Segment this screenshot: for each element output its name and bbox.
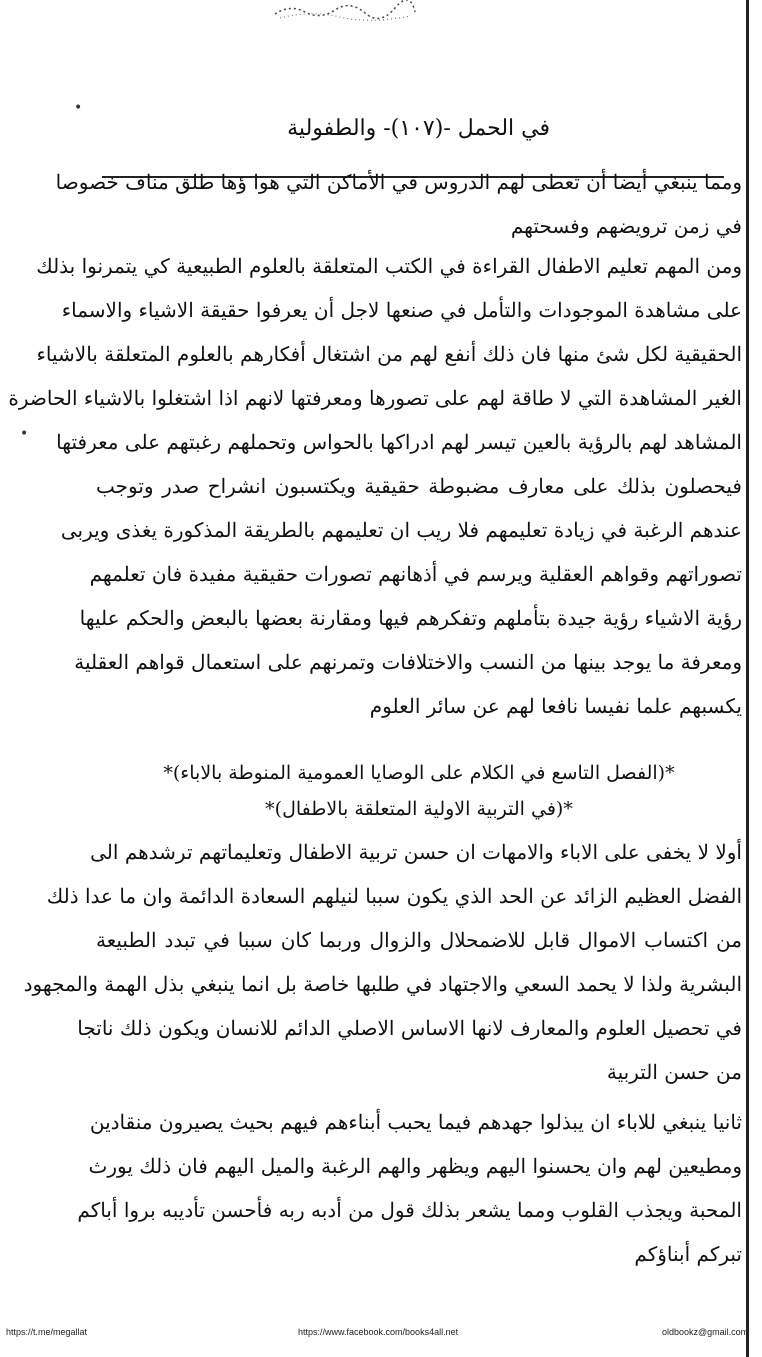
text-line: أولا لا يخفى على الاباء والامهات ان حسن تربية الاطفال وتعليماتهم ترشدهم الى	[90, 840, 742, 864]
text-line: البشرية ولذا لا يحمد السعي والاجتهاد في طلبها خاصة بل انما ينبغي بذل الهمة والمجهود	[23, 972, 742, 996]
text-line: الحقيقية لكل شئ منها فان ذلك أنفع لهم من اشتغال أفكارهم بالعلوم المتعلقة بالاشياء	[36, 342, 742, 366]
section-heading	[96, 756, 742, 828]
footer-telegram-link[interactable]: https://t.me/megallat	[6, 1327, 88, 1337]
text-line: تصوراتهم وقواهم العقلية ويرسم في أذهانهم تصورات حقيقية مفيدة فان تعلمهم	[89, 562, 742, 586]
speck-mark: •	[20, 426, 29, 442]
chapter-title: *(الفصل التاسع في الكلام على الوصايا العمومية المنوطة بالاباء)*	[163, 762, 675, 784]
text-line: ثانيا ينبغي للاباء ان يبذلوا جهدهم فيما يحبب أبناءهم فيهم بحيث يصيرون منقادين	[89, 1110, 742, 1134]
chapter-subtitle: *(في التربية الاولية المتعلقة بالاطفال)*	[265, 798, 573, 820]
text-line: الغير المشاهدة التي لا طاقة لهم على تصورها ومعرفتها لانهم اذا اشتغلوا بالاشياء الحاضرة	[8, 386, 742, 410]
text-line: عندهم الرغبة في زيادة تعليمهم فلا ريب ان تعليمهم بالطريقة المذكورة يغذى ويربى	[60, 518, 742, 542]
text-line: المشاهد لهم بالرؤية بالعين تيسر لهم ادراكها بالحواس وتحملهم رغبتهم على معرفتها	[56, 430, 742, 454]
paragraph-4	[77, 1102, 742, 1278]
text-line: من حسن التربية	[606, 1060, 742, 1084]
paragraph-3	[23, 832, 742, 1096]
text-line: تبركم أبناؤكم	[634, 1242, 742, 1266]
text-line: رؤية الاشياء رؤية جيدة بتأملهم وتفكرهم فيها ومقارنة بعضها بالبعض والحكم عليها	[79, 606, 742, 630]
top-edge-smudge	[270, 0, 420, 22]
page-right-border	[746, 0, 749, 1357]
text-line: على مشاهدة الموجودات والتأمل في صنعها لاجل أن يعرفوا حقيقة الاشياء والاسماء	[61, 298, 742, 322]
text-line: ومطيعين لهم وان يحسنوا اليهم ويظهر والهم الرغبة والميل اليهم فان ذلك يورث	[88, 1154, 742, 1178]
footer-email-link[interactable]: oldbookz@gmail.com	[662, 1327, 749, 1337]
footer-facebook-link[interactable]: https://www.facebook.com/books4all.net	[298, 1327, 459, 1337]
text-line: من اكتساب الاموال قابل للاضمحلال والزوال وربما كان سببا في تبدد الطبيعة	[96, 928, 742, 952]
text-line: الفضل العظيم الزائد عن الحد الذي يكون سببا لنيلهم السعادة الدائمة وان ما عدا ذلك	[46, 884, 742, 908]
text-line: فيحصلون بذلك على معارف مضبوطة حقيقية ويكتسبون انشراح صدر وتوجب	[96, 474, 742, 498]
text-line: ومما ينبغي أيضا أن تعطى لهم الدروس في الأماكن التي هوا ؤها طلق مناف خصوصا	[55, 170, 742, 194]
text-line: يكسبهم علما نفيسا نافعا لهم عن سائر العلوم	[369, 694, 742, 718]
text-line: ومن المهم تعليم الاطفال القراءة في الكتب المتعلقة بالعلوم الطبيعية كي يتمرنوا بذلك	[36, 254, 742, 278]
paragraph-2	[8, 246, 742, 730]
text-line: المحبة ويجذب القلوب ومما يشعر بذلك قول من أدبه ربه فأحسن تأديبه بروا أباكم	[77, 1198, 742, 1222]
page-header: في الحمل -(١٠٧)- والطفولية	[287, 116, 550, 141]
text-line: في تحصيل العلوم والمعارف لانها الاساس الاصلي الدائم للانسان ويكون ذلك ناتجا	[77, 1016, 742, 1040]
speck-mark: •	[74, 100, 83, 116]
text-line: ومعرفة ما يوجد بينها من النسب والاختلافات وتمرنهم على استعمال قواهم العقلية	[74, 650, 742, 674]
text-line: في زمن ترويضهم وفسحتهم	[510, 214, 742, 238]
paragraph-1	[55, 162, 742, 250]
